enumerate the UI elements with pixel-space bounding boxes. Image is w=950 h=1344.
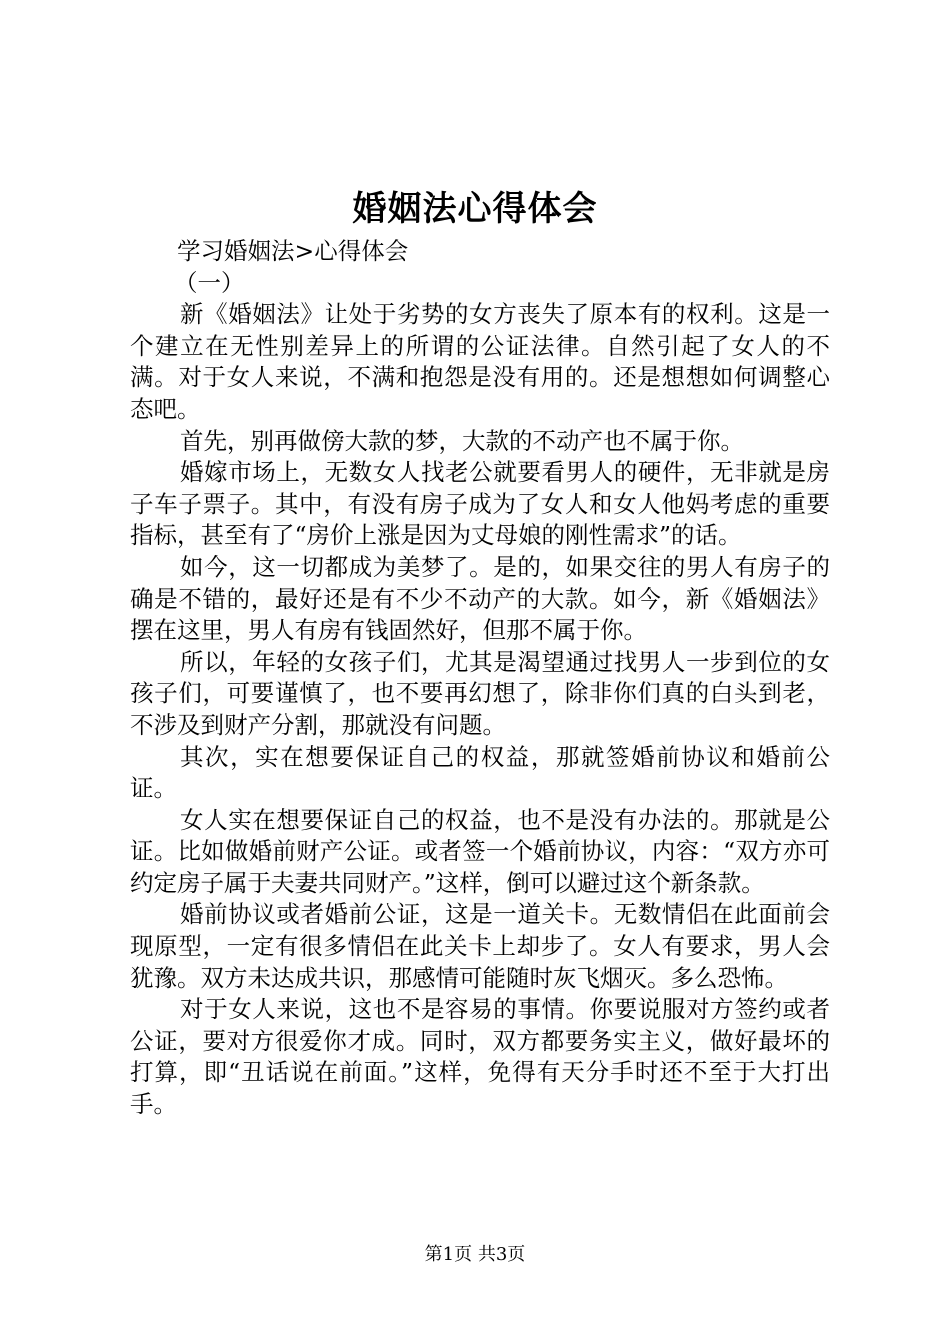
page-footer: 第1页 共3页 — [424, 1244, 526, 1265]
paragraph: 婚前协议或者婚前公证，这是一道关卡。无数情侣在此面前会现原型，一定有很多情侣在此关卡上却步了。女人有要求，男人会犹豫。双方未达成共识，那感情可能随时灰飞烟灭。多么恐怖。 — [130, 900, 830, 992]
section-mark: （一） — [174, 268, 245, 297]
paragraph: 首先，别再做傍大款的梦，大款的不动产也不属于你。 — [180, 426, 744, 455]
paragraph: 新《婚姻法》让处于劣势的女方丧失了原本有的权利。这是一个建立在无性别差异上的所谓的公证法律。自然引起了女人的不满。对于女人来说，不满和抱怨是没有用的。还是想想如何调整心态吧。 — [130, 300, 830, 423]
document-title: 婚姻法心得体会 — [352, 189, 598, 229]
paragraph: 对于女人来说，这也不是容易的事情。你要说服对方签约或者公证，要对方很爱你才成。同时，双方都要务实主义，做好最坏的打算，即“丑话说在前面。”这样，免得有天分手时还不至于大打出手。 — [130, 995, 830, 1119]
paragraph: 如今，这一切都成为美梦了。是的，如果交往的男人有房子的确是不错的，最好还是有不少不动产的大款。如今，新《婚姻法》摆在这里，男人有房有钱固然好，但那不属于你。 — [130, 552, 830, 645]
paragraph: 其次，实在想要保证自己的权益，那就签婚前协议和婚前公证。 — [130, 742, 830, 803]
paragraph: 婚嫁市场上，无数女人找老公就要看男人的硬件，无非就是房子车子票子。其中，有没有房子成为了女人和女人他妈考虑的重要指标，甚至有了“房价上涨是因为丈母娘的刚性需求”的话。 — [130, 458, 830, 550]
document-body — [130, 236, 830, 1121]
paragraph: 所以，年轻的女孩子们，尤其是渴望通过找男人一步到位的女孩子们，可要谨慎了，也不要再幻想了，除非你们真的白头到老，不涉及到财产分割，那就没有问题。 — [130, 647, 830, 739]
paragraph: 女人实在想要保证自己的权益，也不是没有办法的。那就是公证。比如做婚前财产公证。或者签一个婚前协议，内容：“双方亦可约定房子属于夫妻共同财产。”这样，倒可以避过这个新条款。 — [130, 805, 830, 897]
document-subtitle: 学习婚姻法>心得体会 — [177, 237, 409, 265]
